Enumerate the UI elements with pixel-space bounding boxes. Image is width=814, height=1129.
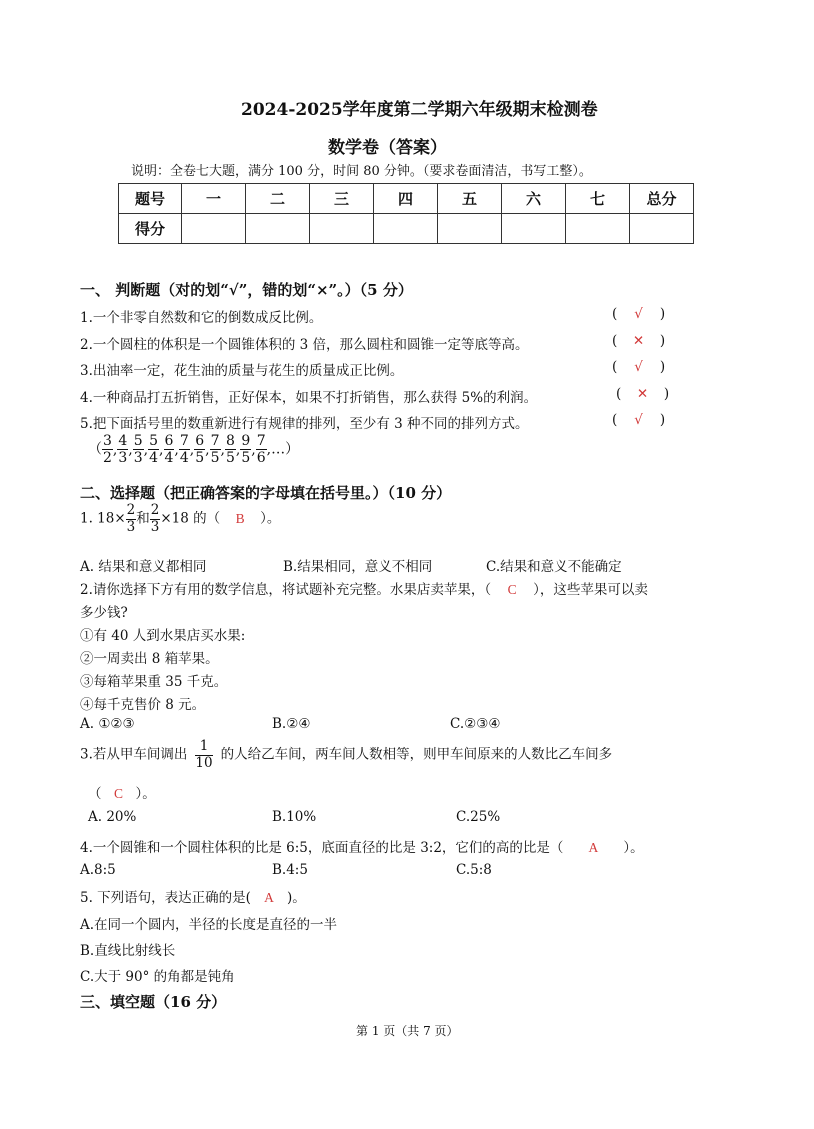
fraction-denominator: 5 (226, 450, 235, 466)
fraction-numerator: 2 (150, 502, 160, 518)
fraction-separator: , (189, 441, 195, 458)
fraction-list-close: ,…） (266, 441, 300, 458)
q2-option-b: B.②④ (272, 716, 311, 732)
section-1-heading: 一、 判断题（对的划“√”，错的划“×”。）（5 分） (80, 281, 413, 299)
fraction (150, 504, 161, 534)
q5-suffix: )。 (286, 890, 306, 906)
fraction (195, 740, 212, 770)
choice-question-1 (80, 504, 280, 534)
q1-answer: B (235, 510, 245, 526)
q1-middle: 和 (136, 510, 150, 527)
fraction-list (88, 434, 299, 465)
q3-option-c: C.25% (456, 809, 501, 825)
q1-end: ）。 (260, 510, 281, 527)
q2-prefix: 2.请你选择下方有用的数学信息，将试题补充完整。水果店卖苹果，（ (80, 582, 492, 598)
score-table-cell: 五 (438, 184, 502, 214)
fraction-numerator: 7 (179, 433, 189, 449)
q3-close: ）。 (135, 786, 156, 802)
score-table-cell: 二 (246, 184, 310, 214)
cross-mark-icon: ✕ (636, 386, 649, 402)
cross-mark-icon: ✕ (632, 333, 645, 349)
judge-item-3: 3.出油率一定，花生油的质量与花生的质量成正比例。 (80, 363, 404, 379)
fraction (117, 434, 128, 465)
fraction-denominator: 4 (149, 450, 159, 466)
judge-answer-2: ( ✕ ) (612, 333, 666, 349)
q2-suffix: ），这些苹果可以卖 (533, 582, 648, 598)
q1-option-b: B.结果相同，意义不相同 (283, 559, 433, 575)
q5-option-a: A.在同一个圆内，半径的长度是直径的一半 (80, 917, 338, 933)
check-mark-icon: √ (634, 412, 643, 428)
exam-subtitle: 数学卷（答案） (328, 138, 447, 158)
score-table-cell: 题号 (119, 184, 182, 214)
fraction-separator: , (235, 441, 241, 458)
q2-info-2: ②一周卖出 8 箱苹果。 (80, 651, 219, 667)
q3-answer-line (88, 782, 156, 802)
judge-answer-5: ( √ ) (612, 412, 666, 428)
fraction-denominator: 3 (150, 518, 160, 535)
fraction (164, 434, 175, 465)
score-table-cell: 七 (566, 184, 630, 214)
q3-prefix: 3.若从甲车间调出 (80, 746, 188, 763)
q2-answer: C (507, 582, 517, 597)
q4-suffix: ）。 (623, 840, 644, 856)
score-table-score-row (119, 214, 694, 244)
q2-info-1: ①有 40 人到水果店买水果: (80, 628, 246, 644)
q1-option-c: C.结果和意义不能确定 (486, 559, 622, 575)
fraction-denominator: 5 (195, 450, 205, 466)
q4-option-c: C.5:8 (456, 862, 492, 878)
q4-prefix: 4.一个圆锥和一个圆柱体积的比是 6:5，底面直径的比是 3:2，它们的高的比是（ (80, 840, 564, 856)
score-table-cell: 三 (310, 184, 374, 214)
fraction-denominator: 5 (210, 450, 220, 466)
q3-option-a: A. 20% (88, 809, 137, 825)
fraction-separator: , (128, 441, 133, 458)
score-table-cell: 得分 (119, 214, 182, 244)
q1-prefix: 1. 18× (80, 510, 126, 527)
section-2-heading: 二、选择题（把正确答案的字母填在括号里。）（10 分） (80, 484, 452, 502)
choice-question-4 (80, 836, 644, 856)
judge-answer-4: ( ✕ ) (616, 386, 670, 402)
fraction-separator: , (174, 441, 179, 458)
fraction-denominator: 3 (133, 450, 143, 466)
fraction-numerator: 8 (226, 433, 235, 449)
judge-answer-3: ( √ ) (612, 359, 666, 375)
fraction-numerator: 6 (164, 433, 174, 449)
fraction (179, 434, 190, 465)
score-entry-cell[interactable] (502, 214, 566, 244)
fraction (225, 434, 236, 465)
fraction (148, 434, 159, 465)
fraction-list-open: （ (88, 441, 102, 458)
q5-prefix: 5. 下列语句，表达正确的是( (80, 890, 251, 906)
q2-info-3: ③每箱苹果重 35 千克。 (80, 674, 228, 690)
fraction-numerator: 7 (256, 433, 266, 449)
fraction (126, 504, 137, 534)
judge-item-5: 5.把下面括号里的数重新进行有规律的排列，至少有 3 种不同的排列方式。 (80, 416, 529, 432)
q1-option-a: A. 结果和意义都相同 (80, 559, 207, 575)
q5-answer: A (264, 890, 274, 905)
fraction-denominator: 4 (164, 450, 174, 466)
fraction-separator: , (159, 441, 164, 458)
fraction-denominator: 3 (118, 450, 128, 466)
score-entry-cell[interactable] (374, 214, 438, 244)
fraction-separator: , (205, 441, 210, 458)
score-table-cell: 总分 (630, 184, 694, 214)
q1-suffix: ×18 的（ (160, 510, 221, 527)
fraction-denominator: 3 (126, 518, 136, 535)
judge-answer-1: ( √ ) (612, 306, 666, 322)
exam-title: 2024-2025学年度第二学期六年级期末检测卷 (241, 100, 598, 120)
q4-option-b: B.4:5 (272, 862, 308, 878)
fraction-numerator: 1 (195, 740, 212, 756)
fraction (210, 434, 221, 465)
score-table-cell: 四 (374, 184, 438, 214)
fraction-numerator: 9 (241, 433, 251, 449)
q3-answer: C (113, 786, 123, 801)
choice-question-2 (80, 578, 648, 598)
fraction (102, 434, 113, 465)
q2-option-c: C.②③④ (450, 716, 501, 732)
fraction-denominator: 5 (241, 450, 251, 466)
score-table-cell: 六 (502, 184, 566, 214)
score-table-header-row (119, 184, 694, 214)
fraction-separator: , (143, 441, 149, 458)
fraction (240, 434, 251, 465)
judge-item-4: 4.一种商品打五折销售，正好保本，如果不打折销售，那么获得 5%的利润。 (80, 390, 538, 406)
q3-open: （ (88, 786, 102, 802)
fraction-separator: , (251, 441, 256, 458)
exam-instructions: 说明：全卷七大题，满分 100 分，时间 80 分钟。（要求卷面清洁，书写工整）。 (131, 164, 592, 179)
check-mark-icon: √ (634, 306, 643, 322)
fraction (256, 434, 267, 465)
fraction-separator: , (220, 441, 225, 458)
fraction-denominator: 2 (103, 450, 112, 466)
fraction (133, 434, 144, 465)
score-entry-cell[interactable] (310, 214, 374, 244)
q2-option-a: A. ①②③ (80, 716, 135, 732)
check-mark-icon: √ (634, 359, 643, 375)
score-entry-cell[interactable] (182, 214, 246, 244)
choice-question-3 (80, 740, 612, 770)
section-3-heading: 三、填空题（16 分） (80, 993, 227, 1011)
judge-item-2: 2.一个圆柱的体积是一个圆锥体积的 3 倍，那么圆柱和圆锥一定等底等高。 (80, 337, 529, 353)
page-number: 第 1 页（共 7 页） (356, 1024, 459, 1038)
score-entry-cell[interactable] (630, 214, 694, 244)
q4-option-a: A.8:5 (80, 862, 116, 878)
fraction-denominator: 6 (256, 450, 266, 466)
fraction-numerator: 6 (195, 433, 205, 449)
fraction-list-items (102, 433, 267, 466)
score-entry-cell[interactable] (438, 214, 502, 244)
judge-item-1: 1.一个非零自然数和它的倒数成反比例。 (80, 310, 323, 326)
q3-suffix: 的人给乙车间，两车间人数相等，则甲车间原来的人数比乙车间多 (220, 746, 613, 763)
score-entry-cell[interactable] (246, 214, 310, 244)
choice-question-5 (80, 886, 306, 906)
q2-info-4: ④每千克售价 8 元。 (80, 697, 206, 713)
fraction-denominator: 10 (195, 754, 213, 771)
score-table-cell: 一 (182, 184, 246, 214)
fraction-numerator: 5 (149, 433, 159, 449)
fraction-denominator: 4 (179, 450, 189, 466)
fraction (194, 434, 205, 465)
fraction-numerator: 4 (118, 433, 128, 449)
fraction-numerator: 2 (126, 502, 136, 518)
q2-line-2: 多少钱? (80, 605, 128, 621)
score-entry-cell[interactable] (566, 214, 630, 244)
fraction-numerator: 5 (133, 433, 143, 449)
fraction-separator: , (112, 441, 118, 458)
q3-option-b: B.10% (272, 809, 317, 825)
fraction-numerator: 3 (103, 433, 112, 449)
score-table (118, 183, 694, 244)
q4-answer: A (588, 840, 599, 855)
fraction-numerator: 7 (210, 433, 220, 449)
q5-option-b: B.直线比射线长 (80, 943, 176, 959)
q5-option-c: C.大于 90° 的角都是钝角 (80, 969, 235, 985)
